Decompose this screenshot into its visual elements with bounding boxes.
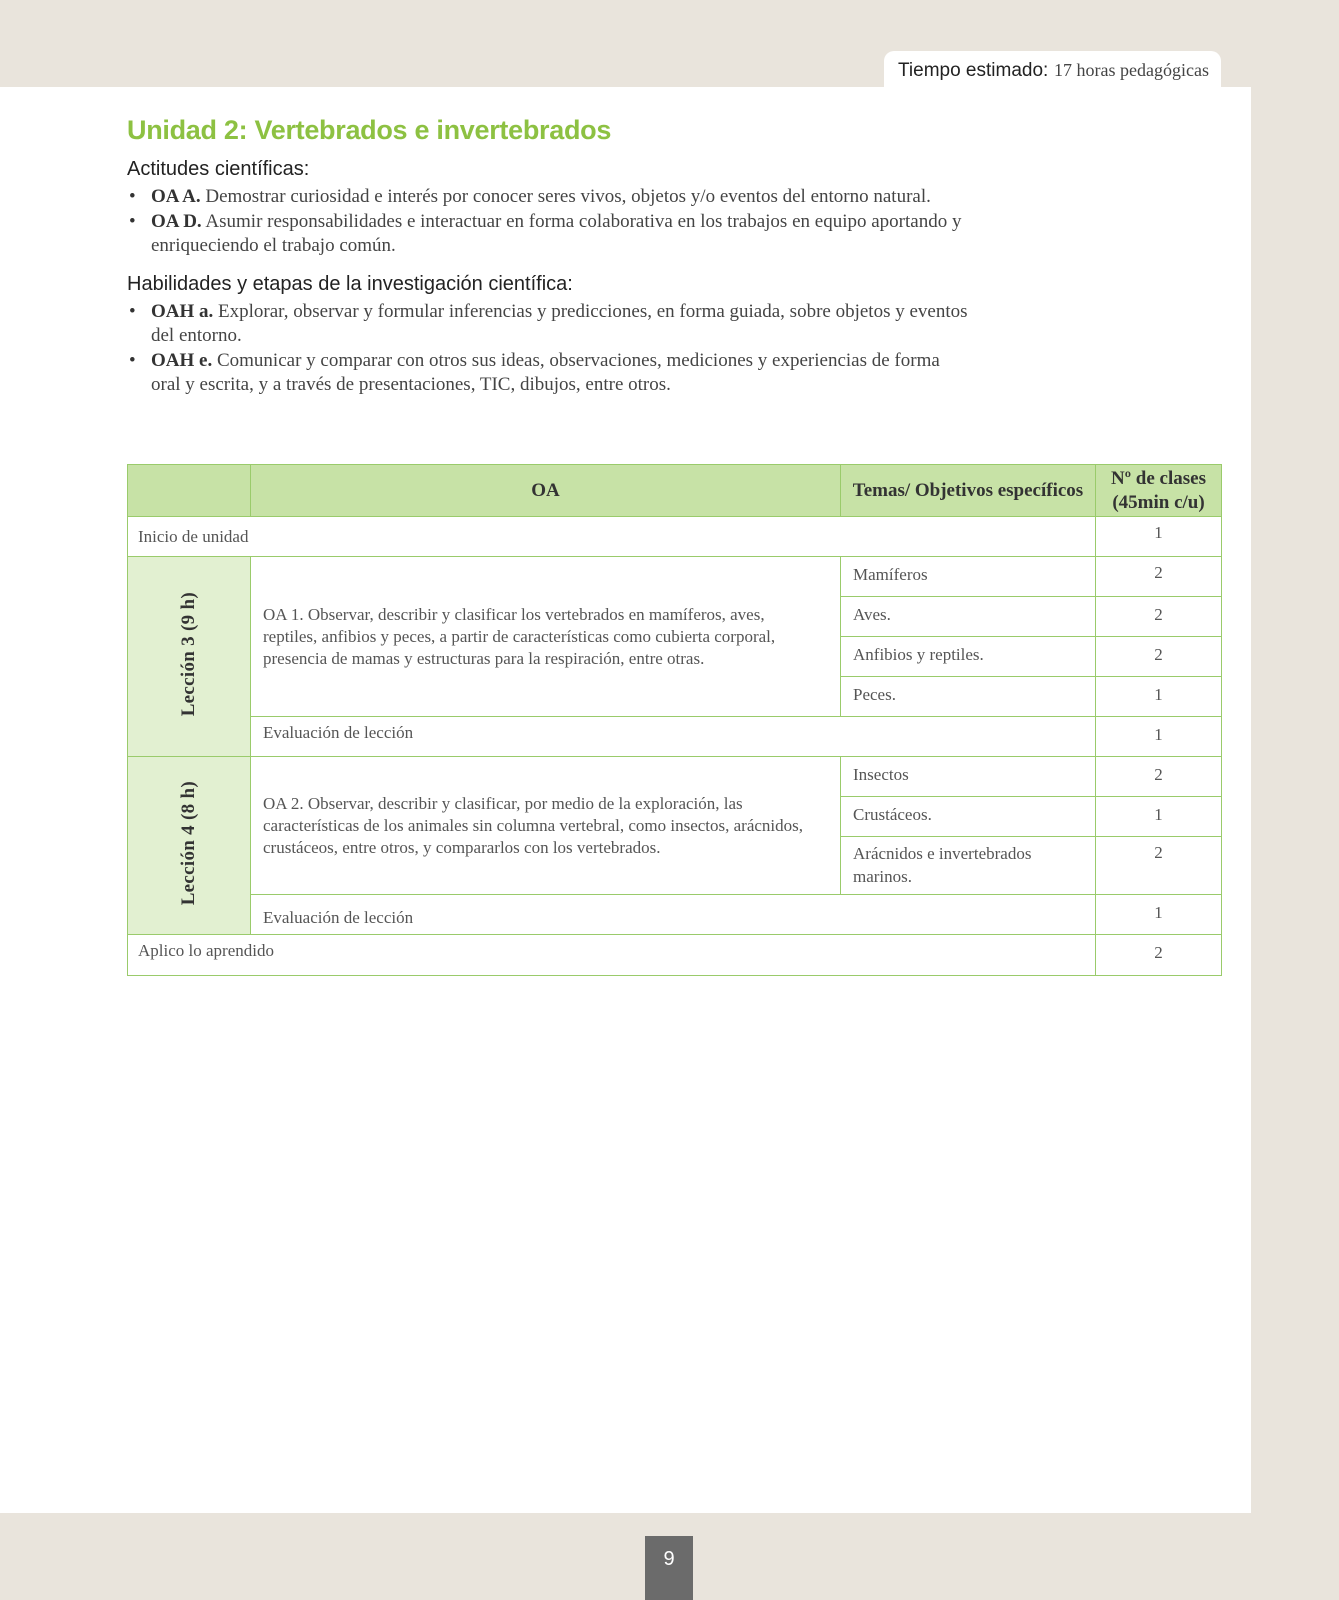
topic-classes: 1 [1096, 797, 1222, 837]
end-label: Aplico lo aprendido [128, 935, 1096, 976]
header-oa: OA [251, 465, 841, 517]
lesson-plan-table [127, 464, 1222, 976]
header-topics: Temas/ Objetivos específicos [841, 465, 1096, 517]
item-text: Asumir responsabilidades e interactuar en forma colaborativa en los trabajos en equipo aportando y enriqueciendo el trabajo común. [151, 210, 962, 256]
topic-classes: 2 [1096, 637, 1222, 677]
topic-classes: 1 [1096, 677, 1222, 717]
lesson-3-oa: OA 1. Observar, describir y clasificar los vertebrados en mamíferos, aves, reptiles, anfibios y peces, a partir de características como cubierta corporal, presencia de mamas y estructuras para la respiración, entre otras. [251, 557, 841, 717]
item-code: OAH a. [151, 300, 214, 322]
table-row [128, 517, 1222, 557]
table-row [128, 717, 1222, 757]
topic-cell: Aves. [841, 597, 1096, 637]
header-empty-cell [128, 465, 251, 517]
lesson-3-evaluation: Evaluación de lección [251, 717, 1096, 757]
estimated-time-tab [884, 51, 1221, 87]
topic-classes: 2 [1096, 597, 1222, 637]
page-number: 9 [645, 1536, 693, 1600]
topic-cell: Crustáceos. [841, 797, 1096, 837]
table-row [128, 557, 1222, 597]
lesson-4-oa: OA 2. Observar, describir y clasificar, por medio de la exploración, las características de los animales sin columna vertebral, como insectos, arácnidos, crustáceos, entre otros, y compararlos con los vertebrados. [251, 757, 841, 895]
table-row [128, 757, 1222, 797]
topic-cell: Mamíferos [841, 557, 1096, 597]
list-item [127, 300, 971, 349]
topic-cell: Arácnidos e invertebrados marinos. [841, 837, 1096, 895]
skills-list [127, 300, 1227, 398]
lesson-3-evaluation-classes: 1 [1096, 717, 1222, 757]
item-text: Comunicar y comparar con otros sus ideas, observaciones, mediciones y experiencias de forma oral y escrita, y a través de presentaciones, TIC, dibujos, entre otros. [151, 349, 940, 395]
unit-content [127, 115, 1227, 398]
lesson-4-evaluation: Evaluación de lección [251, 895, 1096, 935]
estimated-time-label: Tiempo estimado: [898, 60, 1049, 81]
lesson-3-label: Lección 3 (9 h) [178, 591, 199, 717]
start-classes: 1 [1096, 517, 1222, 557]
list-item [127, 349, 971, 398]
lesson-4-evaluation-classes: 1 [1096, 895, 1222, 935]
table-row [128, 895, 1222, 935]
topic-cell: Peces. [841, 677, 1096, 717]
table-row [128, 935, 1222, 976]
item-text: Explorar, observar y formular inferencias y predicciones, en forma guiada, sobre objetos y eventos del entorno. [151, 300, 968, 346]
table-header-row [128, 465, 1222, 517]
item-text: Demostrar curiosidad e interés por conocer seres vivos, objetos y/o eventos del entorno natural. [205, 186, 931, 207]
attitudes-list [127, 185, 1227, 259]
start-label: Inicio de unidad [128, 517, 1096, 557]
list-item [127, 210, 971, 259]
topic-cell: Insectos [841, 757, 1096, 797]
estimated-time-value: 17 horas pedagógicas [1054, 60, 1209, 80]
topic-classes: 2 [1096, 837, 1222, 895]
unit-title: Unidad 2: Vertebrados e invertebrados [127, 115, 612, 145]
topic-classes: 2 [1096, 757, 1222, 797]
end-classes: 2 [1096, 935, 1222, 976]
item-code: OAH e. [151, 349, 213, 371]
list-item [127, 185, 971, 210]
lesson-4-label-cell [128, 757, 251, 935]
lesson-3-label-cell [128, 557, 251, 757]
topic-cell: Anfibios y reptiles. [841, 637, 1096, 677]
skills-title: Habilidades y etapas de la investigación científica: [127, 272, 573, 295]
item-code: OA A. [151, 186, 201, 207]
attitudes-title: Actitudes científicas: [127, 158, 310, 180]
topic-classes: 2 [1096, 557, 1222, 597]
header-classes: Nº de clases (45min c/u) [1096, 465, 1222, 517]
item-code: OA D. [151, 210, 202, 232]
lesson-4-label: Lección 4 (8 h) [178, 780, 199, 906]
